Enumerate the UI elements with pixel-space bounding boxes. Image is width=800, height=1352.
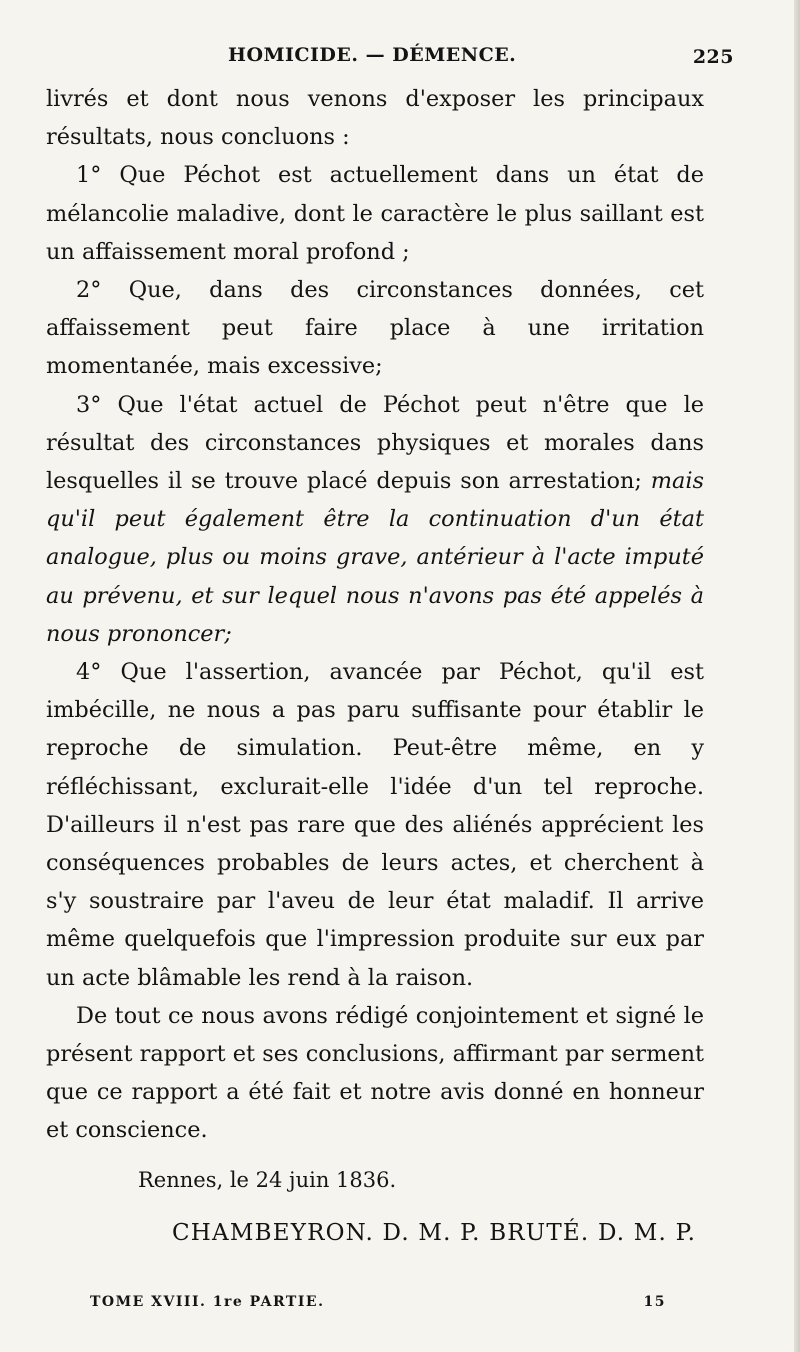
conclusion-3-italic: mais qu'il peut également être la continuation d'un état analogue, plus ou moins grave, antérieur à l'acte imputé au prévenu, et sur lequel nous n'avons pas été appelés à nous prononcer; [46, 468, 704, 647]
closing-paragraph: De tout ce nous avons rédigé conjointement et signé le présent rapport et ses conclusions, affirmant par serment que ce rapport a été fait et notre avis donné en honneur et conscience. [46, 1002, 704, 1144]
conclusion-4: 4° Que l'assertion, avancée par Péchot, qu'il est imbécille, ne nous a pas paru suffisante pour établir le reproche de simulation. Peut-être même, en y réfléchissant, exclurait-elle l'idée d'un tel reproche. D'ailleurs il n'est pas rare que des aliénés apprécient les conséquences probables de leurs actes, et cherchent à s'y soustraire par l'aveu de leur état maladif. Il arrive même quelquefois que l'impression produite sur eux par un acte blâmable les rend à la raison. [46, 659, 704, 991]
conclusion-2: 2° Que, dans des circonstances données, cet affaissement peut faire place à une irritation momentanée, mais excessive; [46, 277, 704, 380]
page-edge [794, 0, 800, 1352]
volume-line: TOME XVIII. 1re PARTIE. [90, 1294, 325, 1310]
conclusion-3-text: 3° Que l'état actuel de Péchot peut n'être que le résultat des circonstances physiques et morales dans lesquelles il se trouve placé depuis son arrestation; [46, 391, 704, 495]
signature-mark: 15 [643, 1294, 666, 1310]
body-text [46, 80, 704, 1150]
date-line: Rennes, le 24 juin 1836. [138, 1167, 397, 1192]
opening-paragraph: livrés et dont nous venons d'exposer les principaux résultats, nous concluons : [46, 86, 704, 151]
conclusion-3 [46, 386, 704, 653]
running-head [46, 38, 734, 80]
running-title: HOMICIDE. — DÉMENCE. [228, 44, 517, 66]
signatures: CHAMBEYRON. D. M. P. BRUTÉ. D. M. P. [172, 1219, 697, 1246]
conclusion-1: 1° Que Péchot est actuellement dans un état de mélancolie maladive, dont le caractère le plus saillant est un affaissement moral profond ; [46, 162, 704, 265]
page-number: 225 [692, 46, 734, 68]
